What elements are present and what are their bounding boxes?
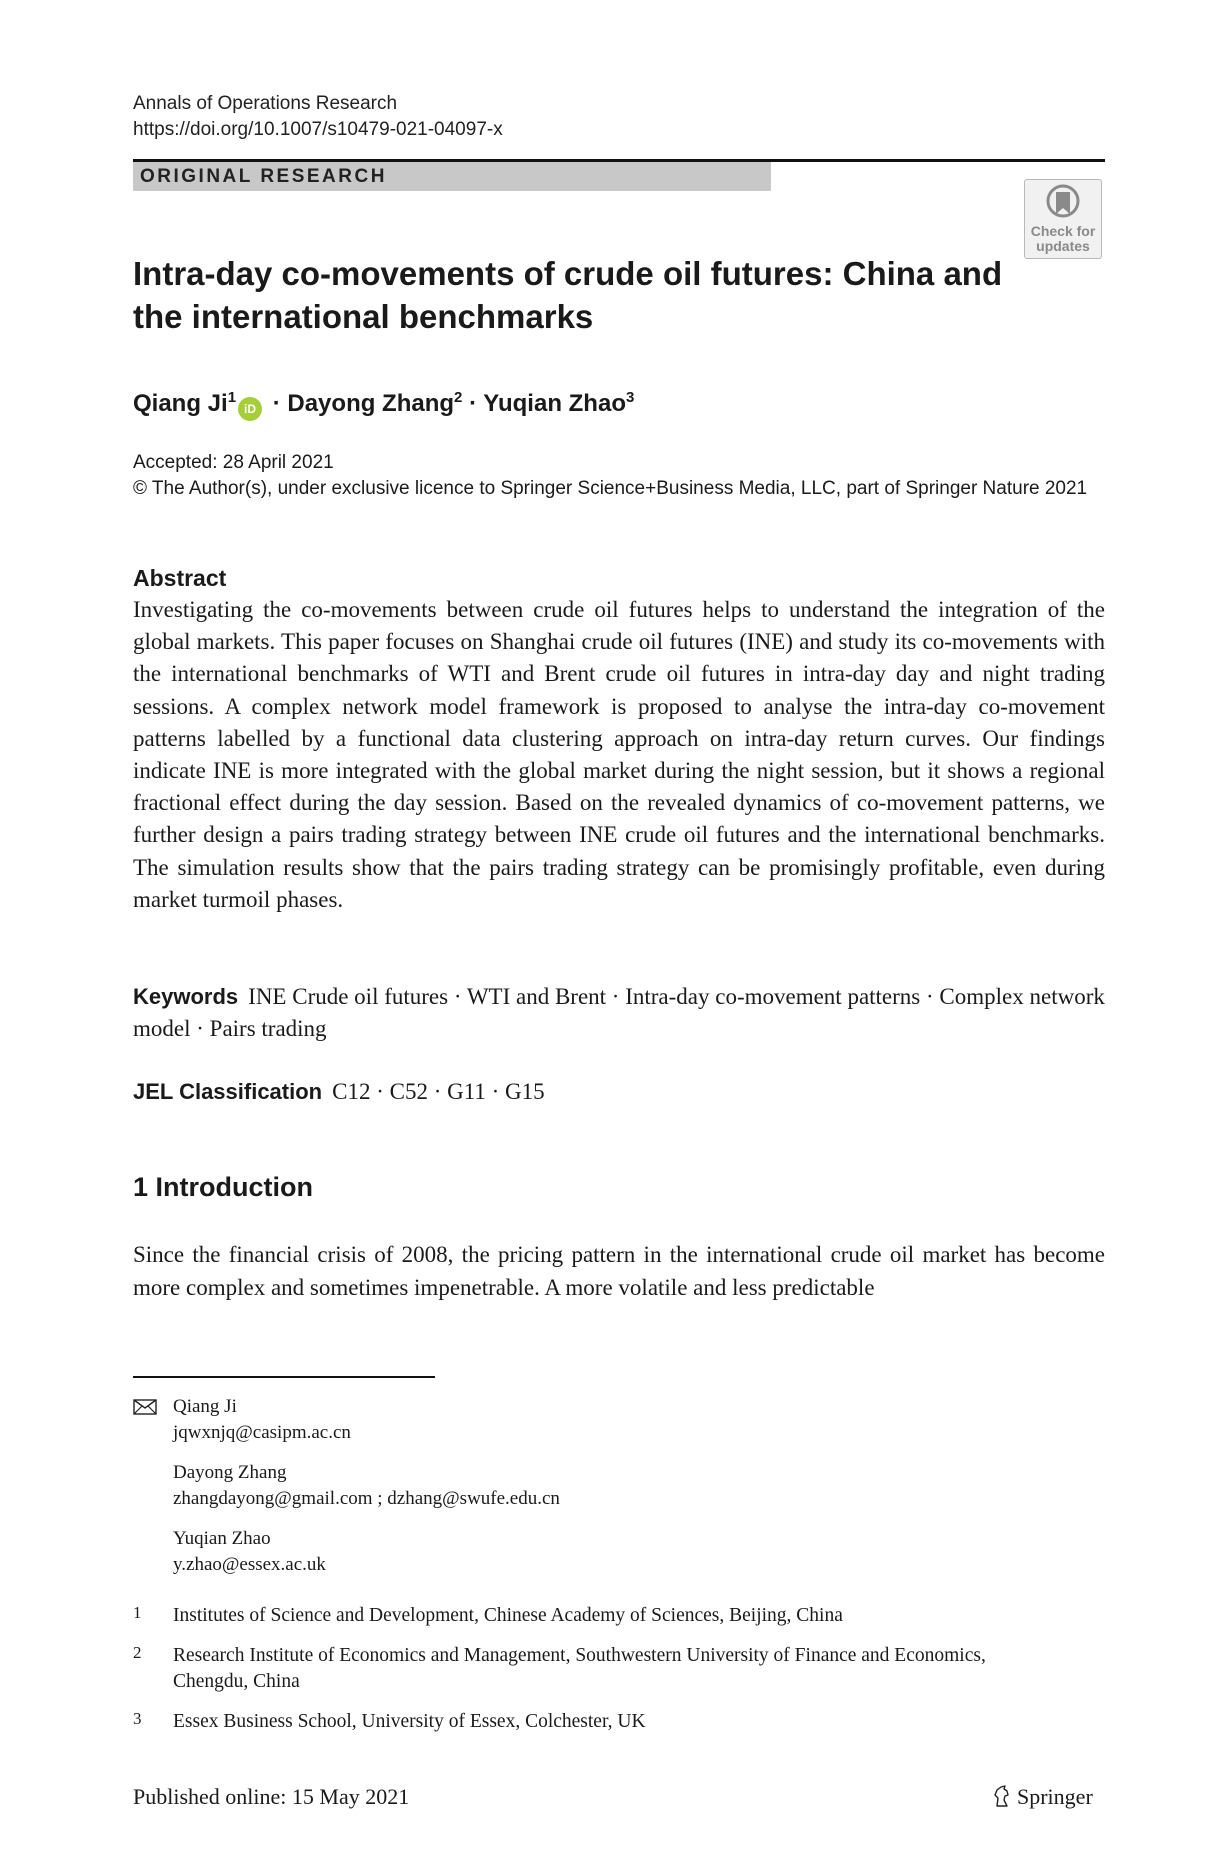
check-line-2: updates <box>1036 238 1090 254</box>
publisher-name: Springer <box>1017 1784 1093 1809</box>
affiliation-number: 2 <box>133 1643 142 1662</box>
contact-name: Dayong Zhang <box>173 1462 287 1483</box>
affiliation-text: Research Institute of Economics and Management, Southwestern University of Finance and Economics, Chengdu, China <box>173 1645 986 1692</box>
author-name[interactable]: Qiang Ji <box>133 390 228 417</box>
keywords-line <box>133 981 1105 1045</box>
bookmark-icon <box>1044 184 1082 224</box>
jel-line <box>133 1076 545 1108</box>
author-list <box>133 382 634 421</box>
check-for-updates-button[interactable] <box>1024 179 1102 259</box>
author-separator: · <box>272 390 281 417</box>
jel-label: JEL Classification <box>133 1079 323 1104</box>
affiliation-text: Institutes of Science and Development, Chinese Academy of Sciences, Beijing, China <box>173 1605 843 1626</box>
introduction-text: Since the financial crisis of 2008, the pricing pattern in the international crude oil market has become more complex and sometimes impenetrable. A more volatile and less predictable <box>133 1242 1105 1300</box>
copyright-notice: © The Author(s), under exclusive licence to Springer Science+Business Media, LLC, part of Springer Nature 2021 <box>133 478 1088 499</box>
contact-email[interactable]: y.zhao@essex.ac.uk <box>173 1554 326 1575</box>
author-affil: 2 <box>454 389 463 406</box>
journal-name: Annals of Operations Research <box>133 93 398 114</box>
check-for-updates-label <box>1025 224 1101 254</box>
author-name[interactable]: Dayong Zhang <box>287 390 455 417</box>
check-line-1: Check for <box>1030 223 1096 239</box>
section-heading: 1 Introduction <box>133 1172 313 1202</box>
contact-email[interactable]: jqwxnjq@casipm.ac.cn <box>173 1422 351 1443</box>
published-date: Published online: 15 May 2021 <box>133 1784 410 1809</box>
footnote-rule <box>133 1376 435 1378</box>
publisher-logo[interactable] <box>991 1782 1093 1812</box>
accepted-date: Accepted: 28 April 2021 <box>133 452 334 473</box>
abstract-text: Investigating the co-movements between crude oil futures helps to understand the integration of the global markets. This paper focuses on Shanghai crude oil futures (INE) and study its co-movements with the international benchmarks of WTI and Brent crude oil futures in intra-day day and night trading sessions. A complex network model framework is proposed to analyse the intra-day co-movement patterns labelled by a functional data clustering approach on intra-day return curves. Our findings indicate INE is more integrated with the global market during the night session, but it shows a regional fractional effect during the day session. Based on the revealed dynamics of co-movement patterns, we further design a pairs trading strategy between INE crude oil futures and the international benchmarks. The simulation results show that the pairs trading strategy can be promisingly profitable, even during market turmoil phases. <box>133 597 1105 912</box>
affiliation-number: 1 <box>133 1603 142 1622</box>
paper-title: Intra-day co-movements of crude oil futures: China and the international benchmarks <box>133 255 1003 335</box>
keywords-label: Keywords <box>133 984 239 1009</box>
author-affil: 3 <box>625 389 635 406</box>
contact-name: Yuqian Zhao <box>173 1528 271 1549</box>
author-separator: · <box>469 390 478 417</box>
envelope-icon <box>133 1399 157 1415</box>
keywords-text: INE Crude oil futures · WTI and Brent · Intra-day co-movement patterns · Complex network model · Pairs trading <box>133 984 1105 1041</box>
affiliation-number: 3 <box>133 1709 142 1728</box>
abstract-heading: Abstract <box>133 565 227 591</box>
doi-link[interactable]: https://doi.org/10.1007/s10479-021-04097-x <box>133 119 503 140</box>
contact-email[interactable]: zhangdayong@gmail.com ; dzhang@swufe.edu.cn <box>173 1488 560 1509</box>
affiliation-text: Essex Business School, University of Essex, Colchester, UK <box>173 1711 646 1732</box>
contact-name: Qiang Ji <box>173 1396 237 1417</box>
author-affil: 1 <box>227 389 237 406</box>
orcid-icon[interactable]: iD <box>238 397 262 421</box>
springer-horse-icon <box>991 1784 1013 1808</box>
author-name[interactable]: Yuqian Zhao <box>483 390 626 417</box>
jel-codes: C12 · C52 · G11 · G15 <box>332 1079 545 1104</box>
article-type-label: ORIGINAL RESEARCH <box>140 166 387 187</box>
